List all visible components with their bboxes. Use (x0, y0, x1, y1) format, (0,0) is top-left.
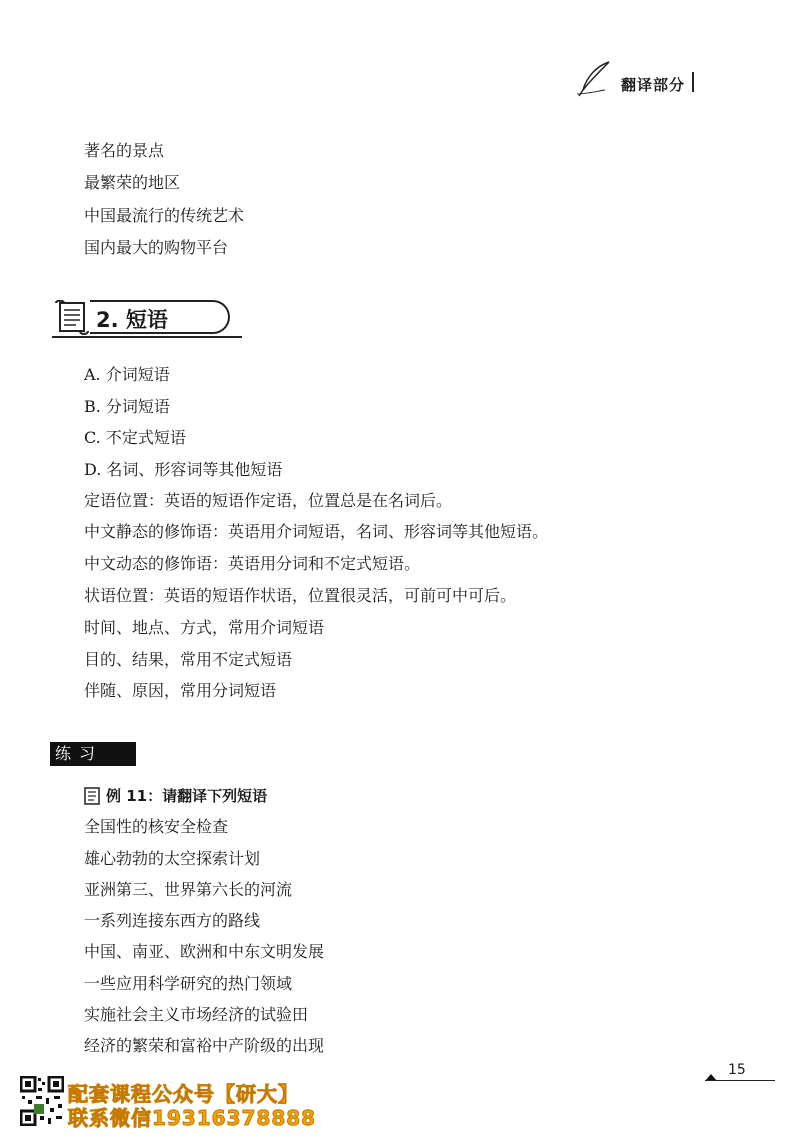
scroll-icon (52, 300, 92, 336)
intro-line: 著名的景点 (84, 141, 165, 160)
exercise-item: 中国、南亚、欧洲和中东文明发展 (84, 942, 325, 961)
phrase-line: B. 分词短语 (84, 397, 170, 416)
qr-code-icon (20, 1076, 64, 1126)
exercise-label: 练习 (50, 742, 136, 766)
phrase-line: A. 介词短语 (84, 365, 170, 384)
phrase-line: 中文静态的修饰语：英语用介词短语，名词、形容词等其他短语。 (84, 522, 549, 541)
phrase-line: D. 名词、形容词等其他短语 (84, 460, 283, 479)
exercise-item: 全国性的核安全检查 (84, 817, 229, 836)
section-heading (52, 296, 192, 340)
example-heading-label: 例 11：请翻译下列短语 (106, 787, 268, 805)
phrase-line: 中文动态的修饰语：英语用分词和不定式短语。 (84, 554, 421, 573)
phrase-line: 状语位置：英语的短语作状语，位置很灵活，可前可中可后。 (84, 586, 517, 605)
watermark-line-1: 配套课程公众号【研大】 (68, 1082, 299, 1106)
watermark-line-2: 联系微信19316378888 (68, 1106, 317, 1130)
phrase-line: 目的、结果，常用不定式短语 (84, 650, 293, 669)
intro-line: 中国最流行的传统艺术 (84, 206, 245, 225)
page-number-rule (705, 1080, 775, 1081)
phrase-line: C. 不定式短语 (84, 428, 186, 447)
header-section-title: 翻译部分 (621, 76, 686, 94)
phrase-line: 时间、地点、方式，常用介词短语 (84, 618, 325, 637)
intro-line: 最繁荣的地区 (84, 173, 181, 192)
section-title: 2. 短语 (96, 308, 168, 332)
exercise-item: 一系列连接东西方的路线 (84, 911, 261, 930)
exercise-item: 雄心勃勃的太空探索计划 (84, 849, 261, 868)
header-divider (692, 72, 694, 92)
phrase-line: 定语位置：英语的短语作定语，位置总是在名词后。 (84, 491, 453, 510)
document-icon (84, 787, 100, 805)
exercise-item: 亚洲第三、世界第六长的河流 (84, 880, 293, 899)
page-number: 15 (728, 1062, 746, 1078)
running-header (575, 60, 735, 100)
section-underline (52, 336, 242, 338)
intro-line: 国内最大的购物平台 (84, 238, 229, 257)
exercise-item: 经济的繁荣和富裕中产阶级的出现 (84, 1036, 325, 1055)
exercise-item: 一些应用科学研究的热门领域 (84, 974, 293, 993)
quill-icon (575, 60, 615, 98)
exercise-item: 实施社会主义市场经济的试验田 (84, 1005, 309, 1024)
phrase-line: 伴随、原因，常用分词短语 (84, 681, 277, 700)
